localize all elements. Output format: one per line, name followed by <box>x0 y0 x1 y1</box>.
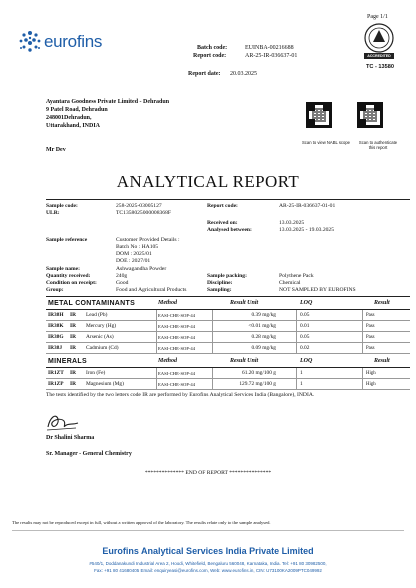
sample-reference-line2: Batch No : HA105 <box>116 244 159 250</box>
test-code: IR38J <box>48 345 63 351</box>
tc-number: TC - 13580 <box>366 64 394 70</box>
footer-address: #540/1, Doddanakundi Industrial Area 2, Hoodi, Whitefield, Bengaluru 560048, Karnataka, India. Tel: +91 80 30982500, <box>89 561 327 566</box>
page-number: Page 1/1 <box>367 14 388 20</box>
footnote: The tests identified by the two letters code IR are performed by Eurofins Analytical Services India (Bangalore), INDIA. <box>46 392 315 398</box>
column-divider <box>362 310 363 320</box>
column-divider <box>296 368 297 378</box>
nabl-scope-qr-code[interactable] <box>306 102 332 128</box>
authenticate-caption: Scan to authenticate this report <box>358 140 398 150</box>
column-divider <box>212 321 213 331</box>
column-divider <box>296 310 297 320</box>
column-divider <box>362 379 363 389</box>
lab-code: IR <box>70 312 76 318</box>
eurofins-logo <box>18 30 128 54</box>
footer-divider <box>12 530 404 531</box>
detail-report-code-value: AR-25-IR-036637-01-01 <box>279 203 336 209</box>
batch-code-label: Batch code: <box>197 45 228 51</box>
analysed-between-value: 13.03.2025 - 19.03.2025 <box>279 227 335 233</box>
table-row <box>46 332 410 343</box>
column-divider <box>362 332 363 342</box>
method-header: Method <box>158 300 178 306</box>
column-divider <box>212 343 213 353</box>
column-divider <box>156 321 157 331</box>
test-code: IR1ZP <box>48 381 64 387</box>
authenticate-qr-code[interactable] <box>357 102 383 128</box>
report-title: ANALYTICAL REPORT <box>116 172 300 191</box>
column-divider <box>212 310 213 320</box>
sample-reference-line4: DOE : 2027/01 <box>116 258 151 264</box>
report-date-row <box>188 71 257 78</box>
method-code: EASI-CHE-SOP-44 <box>158 335 196 340</box>
disclaimer: The results may not be reproduced except in full, without a written approval of the laboratory. The results relate only to the sample analysed. <box>12 520 271 525</box>
column-divider <box>212 332 213 342</box>
batch-code-row <box>197 45 294 52</box>
test-code: IR1ZT <box>48 370 64 376</box>
footer-company: Eurofins Analytical Services India Private Limited <box>102 546 314 556</box>
column-divider <box>362 368 363 378</box>
lab-code: IR <box>70 381 76 387</box>
verdict: Pass <box>366 335 375 340</box>
sample-name-label: Sample name: <box>46 266 81 272</box>
result-value: 129.72 mg/100 g <box>239 381 276 387</box>
report-date-value: 20.03.2025 <box>230 71 257 77</box>
method-code: EASI-CHE-SOP-44 <box>158 371 196 376</box>
result-value: 0.09 mg/kg <box>251 345 276 351</box>
column-divider <box>156 310 157 320</box>
result-value: 0.39 mg/kg <box>251 312 276 318</box>
logo-text: eurofins <box>44 32 103 51</box>
loq-header: LOQ <box>300 358 313 364</box>
customer-address-line3: 248001Dehradun, <box>46 115 92 121</box>
table-row <box>46 321 410 332</box>
loq-value: 0.05 <box>300 312 310 318</box>
verdict: Pass <box>366 346 375 351</box>
sample-name-value: Ashwagandha Powder <box>116 266 167 272</box>
result-value: <0.01 mg/kg <box>248 323 276 329</box>
end-of-report: ************** END OF REPORT *************** <box>144 470 272 476</box>
lab-code: IR <box>70 323 76 329</box>
report-code-label: Report code: <box>193 53 227 59</box>
table-row <box>46 368 410 379</box>
verdict: High <box>366 382 376 387</box>
column-divider <box>212 368 213 378</box>
discipline-label: Discipline: <box>207 280 233 286</box>
accreditation-text: ACCREDITED <box>367 54 391 58</box>
condition-value: Good <box>116 280 129 286</box>
sample-reference-line3: DOM : 2025/01 <box>116 251 152 257</box>
lab-code: IR <box>70 334 76 340</box>
sample-code-value: 258-2025-03005127 <box>116 203 162 209</box>
verdict: Pass <box>366 313 375 318</box>
method-header: Method <box>158 358 178 364</box>
section-title: MINERALS <box>48 358 87 365</box>
condition-label: Condition on receipt: <box>46 280 97 286</box>
loq-value: 1 <box>300 381 303 387</box>
group-label: Group: <box>46 287 64 293</box>
loq-value: 1 <box>300 370 303 376</box>
section-header-minerals <box>46 356 410 367</box>
sample-reference-label: Sample reference <box>46 237 88 243</box>
title-divider <box>46 199 410 200</box>
test-code: IR38H <box>48 312 64 318</box>
quantity-value: 240g <box>116 273 128 279</box>
column-divider <box>362 321 363 331</box>
column-divider <box>156 379 157 389</box>
received-on-label: Received on: <box>207 220 238 226</box>
nabl-accreditation-mark <box>362 22 396 60</box>
footer-contact: Fax: +91 80 41680405 Email: enquiryeasi@eurofins.com, Web: www.eurofins.in, CIN: U73100KA2009PTC049992 <box>94 568 322 573</box>
method-code: EASI-CHE-SOP-44 <box>158 313 196 318</box>
signatory-name: Dr Shalini Sharma <box>46 435 95 441</box>
batch-code-value: EUINBA-00216688 <box>245 45 294 51</box>
result-unit-header: Result Unit <box>230 300 259 306</box>
parameter-name: Magnesium (Mg) <box>86 381 124 387</box>
parameter-name: Lead (Pb) <box>86 312 108 318</box>
loq-value: 0.01 <box>300 323 310 329</box>
packing-value: Polythene Pack <box>279 273 314 279</box>
table-row <box>46 343 410 354</box>
test-code: IR38K <box>48 323 64 329</box>
column-divider <box>362 343 363 353</box>
attention-name: Mr Dev <box>46 147 66 153</box>
lab-code: IR <box>70 345 76 351</box>
method-code: EASI-CHE-SOP-44 <box>158 324 196 329</box>
method-code: EASI-CHE-SOP-44 <box>158 346 196 351</box>
report-code-row <box>193 53 298 60</box>
verdict: Pass <box>366 324 375 329</box>
sampling-label: Sampling: <box>207 287 232 293</box>
analysed-between-label: Analysed between: <box>207 227 252 233</box>
eurofins-logo-icon <box>18 30 42 54</box>
test-code: IR38G <box>48 334 64 340</box>
report-date-label: Report date: <box>188 71 221 77</box>
discipline-value: Chemical <box>279 280 301 286</box>
sample-reference-line1: Customer Provided Details : <box>116 237 180 243</box>
nabl-scope-caption: Scan to view NABL scope <box>301 140 351 145</box>
section-title: METAL CONTAMINANTS <box>48 300 136 307</box>
column-divider <box>156 343 157 353</box>
column-divider <box>156 368 157 378</box>
report-code-value: AR-25-IR-036637-01 <box>245 53 298 59</box>
lab-code: IR <box>70 370 76 376</box>
column-divider <box>156 332 157 342</box>
loq-header: LOQ <box>300 300 313 306</box>
loq-value: 0.02 <box>300 345 310 351</box>
result-unit-header: Result Unit <box>230 358 259 364</box>
ulr-label: ULR: <box>46 210 60 216</box>
result-header: Result <box>374 358 390 364</box>
customer-address-line4: Uttarakhand, INDIA <box>46 123 101 129</box>
column-divider <box>296 332 297 342</box>
details-divider <box>46 296 410 297</box>
signatory-title: Sr. Manager - General Chemistry <box>46 451 132 457</box>
result-value: 61.20 mg/100 g <box>242 370 276 376</box>
parameter-name: Cadmium (Cd) <box>86 345 119 351</box>
sampling-value: NOT SAMPLED BY EUROFINS <box>279 287 356 293</box>
detail-report-code-label: Report code: <box>207 203 238 209</box>
loq-value: 0.05 <box>300 334 310 340</box>
verdict: High <box>366 371 376 376</box>
customer-name: Ayantara Goodness Private Limited - Dehradun <box>46 99 170 105</box>
parameter-name: Iron (Fe) <box>86 370 106 376</box>
group-value: Food and Agricultural Products <box>116 287 187 293</box>
method-code: EASI-CHE-SOP-44 <box>158 382 196 387</box>
ulr-value: TC1358025000008368F <box>116 210 172 216</box>
received-on-value: 13.03.2025 <box>279 220 305 226</box>
packing-label: Sample packing: <box>207 273 247 279</box>
result-header: Result <box>374 300 390 306</box>
column-divider <box>212 379 213 389</box>
parameter-name: Arsenic (As) <box>86 334 114 340</box>
sample-code-label: Sample code: <box>46 203 78 209</box>
parameter-name: Mercury (Hg) <box>86 323 117 329</box>
table-row <box>46 379 410 390</box>
column-divider <box>296 343 297 353</box>
handwritten-signature <box>46 411 80 433</box>
section-header-metals <box>46 298 410 309</box>
result-value: 0.28 mg/kg <box>251 334 276 340</box>
table-row <box>46 310 410 321</box>
column-divider <box>296 321 297 331</box>
customer-address-line2: 9 Patel Road, Dehradun <box>46 107 108 113</box>
quantity-label: Quantity received: <box>46 273 91 279</box>
column-divider <box>296 379 297 389</box>
